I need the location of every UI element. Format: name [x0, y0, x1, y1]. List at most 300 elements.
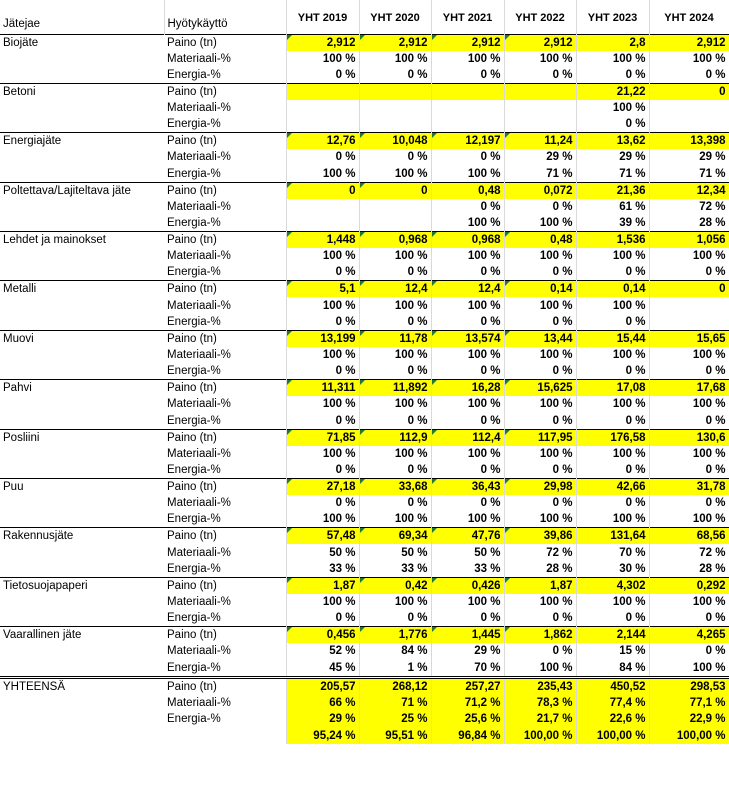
value-cell[interactable]: 70 % — [431, 660, 504, 678]
waste-type-cell[interactable] — [0, 100, 164, 116]
value-cell[interactable]: 100 % — [576, 511, 649, 528]
header-waste-type[interactable]: Jätejae — [0, 0, 164, 34]
value-cell[interactable] — [286, 116, 359, 133]
value-cell[interactable] — [359, 116, 431, 133]
waste-type-cell[interactable] — [0, 314, 164, 331]
value-cell[interactable] — [359, 83, 431, 100]
utilization-label-cell[interactable]: Paino (tn) — [164, 479, 286, 496]
value-cell[interactable]: 4,265 — [649, 627, 729, 644]
value-cell[interactable]: 13,62 — [576, 133, 649, 150]
value-cell[interactable]: 0 % — [359, 462, 431, 479]
utilization-label-cell[interactable] — [164, 727, 286, 743]
header-year[interactable]: YHT 2020 — [359, 0, 431, 34]
value-cell[interactable]: 0 % — [504, 264, 576, 281]
value-cell[interactable]: 0 % — [286, 149, 359, 165]
value-cell[interactable]: 0 — [286, 182, 359, 199]
value-cell[interactable]: 33 % — [286, 561, 359, 578]
value-cell[interactable]: 100 % — [576, 594, 649, 610]
value-cell[interactable]: 100 % — [576, 51, 649, 67]
utilization-label-cell[interactable]: Paino (tn) — [164, 677, 286, 695]
utilization-label-cell[interactable]: Paino (tn) — [164, 330, 286, 347]
value-cell[interactable]: 0 % — [286, 610, 359, 627]
waste-type-cell[interactable] — [0, 561, 164, 578]
value-cell[interactable]: 100 % — [649, 347, 729, 363]
value-cell[interactable]: 0 % — [431, 462, 504, 479]
value-cell[interactable]: 0 % — [504, 610, 576, 627]
value-cell[interactable]: 100 % — [431, 297, 504, 313]
waste-type-cell[interactable] — [0, 462, 164, 479]
value-cell[interactable]: 100 % — [504, 215, 576, 232]
value-cell[interactable]: 71 % — [359, 695, 431, 711]
value-cell[interactable]: 0 % — [649, 67, 729, 84]
value-cell[interactable]: 2,8 — [576, 34, 649, 51]
value-cell[interactable]: 10,048 — [359, 133, 431, 150]
value-cell[interactable]: 100 % — [431, 215, 504, 232]
value-cell[interactable]: 21,7 % — [504, 711, 576, 727]
utilization-label-cell[interactable]: Paino (tn) — [164, 133, 286, 150]
value-cell[interactable]: 2,912 — [286, 34, 359, 51]
value-cell[interactable]: 13,398 — [649, 133, 729, 150]
value-cell[interactable]: 0 % — [649, 462, 729, 479]
utilization-label-cell[interactable]: Energia-% — [164, 67, 286, 84]
value-cell[interactable]: 112,4 — [431, 429, 504, 446]
value-cell[interactable]: 0 — [359, 182, 431, 199]
value-cell[interactable]: 100 % — [359, 594, 431, 610]
utilization-label-cell[interactable]: Energia-% — [164, 462, 286, 479]
value-cell[interactable]: 1,87 — [504, 577, 576, 594]
value-cell[interactable]: 0 % — [504, 67, 576, 84]
utilization-label-cell[interactable]: Energia-% — [164, 660, 286, 678]
value-cell[interactable]: 21,36 — [576, 182, 649, 199]
value-cell[interactable]: 52 % — [286, 643, 359, 659]
value-cell[interactable]: 13,574 — [431, 330, 504, 347]
value-cell[interactable]: 4,302 — [576, 577, 649, 594]
value-cell[interactable]: 100 % — [649, 511, 729, 528]
value-cell[interactable]: 28 % — [649, 215, 729, 232]
utilization-label-cell[interactable]: Energia-% — [164, 314, 286, 331]
value-cell[interactable]: 100 % — [286, 347, 359, 363]
value-cell[interactable]: 13,44 — [504, 330, 576, 347]
value-cell[interactable]: 25 % — [359, 711, 431, 727]
value-cell[interactable]: 1,776 — [359, 627, 431, 644]
value-cell[interactable]: 0 % — [286, 314, 359, 331]
value-cell[interactable]: 0 % — [286, 363, 359, 380]
value-cell[interactable]: 0,968 — [359, 232, 431, 249]
header-year[interactable]: YHT 2023 — [576, 0, 649, 34]
utilization-label-cell[interactable]: Paino (tn) — [164, 380, 286, 397]
value-cell[interactable]: 15,44 — [576, 330, 649, 347]
value-cell[interactable]: 100,00 % — [504, 727, 576, 743]
waste-type-cell[interactable] — [0, 248, 164, 264]
value-cell[interactable]: 100 % — [431, 51, 504, 67]
header-utilization[interactable]: Hyötykäyttö — [164, 0, 286, 34]
value-cell[interactable]: 39 % — [576, 215, 649, 232]
value-cell[interactable]: 0 % — [431, 413, 504, 430]
value-cell[interactable]: 100 % — [504, 446, 576, 462]
value-cell[interactable]: 69,34 — [359, 528, 431, 545]
value-cell[interactable]: 77,4 % — [576, 695, 649, 711]
value-cell[interactable]: 0 % — [359, 264, 431, 281]
value-cell[interactable] — [649, 314, 729, 331]
value-cell[interactable]: 12,4 — [359, 281, 431, 298]
value-cell[interactable]: 117,95 — [504, 429, 576, 446]
value-cell[interactable]: 100 % — [504, 396, 576, 412]
value-cell[interactable]: 100 % — [504, 511, 576, 528]
value-cell[interactable]: 0,426 — [431, 577, 504, 594]
value-cell[interactable]: 33 % — [359, 561, 431, 578]
value-cell[interactable]: 1,056 — [649, 232, 729, 249]
value-cell[interactable]: 235,43 — [504, 677, 576, 695]
value-cell[interactable]: 100,00 % — [649, 727, 729, 743]
header-year[interactable]: YHT 2019 — [286, 0, 359, 34]
value-cell[interactable]: 0 % — [649, 495, 729, 511]
utilization-label-cell[interactable]: Energia-% — [164, 116, 286, 133]
value-cell[interactable]: 100 % — [431, 347, 504, 363]
value-cell[interactable]: 95,51 % — [359, 727, 431, 743]
value-cell[interactable]: 112,9 — [359, 429, 431, 446]
value-cell[interactable]: 0 % — [576, 314, 649, 331]
waste-type-cell[interactable]: Poltettava/Lajiteltava jäte — [0, 182, 164, 199]
waste-type-cell[interactable]: Rakennusjäte — [0, 528, 164, 545]
value-cell[interactable]: 100 % — [359, 248, 431, 264]
value-cell[interactable]: 0 % — [504, 413, 576, 430]
value-cell[interactable]: 0 — [649, 83, 729, 100]
waste-type-cell[interactable] — [0, 594, 164, 610]
value-cell[interactable]: 5,1 — [286, 281, 359, 298]
value-cell[interactable]: 96,84 % — [431, 727, 504, 743]
value-cell[interactable]: 0 % — [286, 495, 359, 511]
waste-type-cell[interactable] — [0, 116, 164, 133]
value-cell[interactable]: 100 % — [431, 511, 504, 528]
value-cell[interactable]: 29 % — [649, 149, 729, 165]
value-cell[interactable]: 100 % — [576, 297, 649, 313]
value-cell[interactable] — [431, 83, 504, 100]
value-cell[interactable]: 100 % — [504, 248, 576, 264]
value-cell[interactable]: 1 % — [359, 660, 431, 678]
value-cell[interactable]: 30 % — [576, 561, 649, 578]
value-cell[interactable]: 100 % — [649, 396, 729, 412]
waste-type-cell[interactable]: Energiajäte — [0, 133, 164, 150]
value-cell[interactable]: 72 % — [649, 199, 729, 215]
value-cell[interactable]: 0 % — [359, 67, 431, 84]
value-cell[interactable]: 57,48 — [286, 528, 359, 545]
value-cell[interactable] — [504, 83, 576, 100]
value-cell[interactable]: 100 % — [649, 51, 729, 67]
utilization-label-cell[interactable]: Materiaali-% — [164, 695, 286, 711]
value-cell[interactable] — [286, 83, 359, 100]
value-cell[interactable]: 0,456 — [286, 627, 359, 644]
value-cell[interactable]: 0 % — [431, 149, 504, 165]
value-cell[interactable]: 71 % — [504, 166, 576, 183]
utilization-label-cell[interactable]: Paino (tn) — [164, 528, 286, 545]
waste-type-cell[interactable] — [0, 264, 164, 281]
waste-type-cell[interactable]: Muovi — [0, 330, 164, 347]
value-cell[interactable]: 0,42 — [359, 577, 431, 594]
value-cell[interactable]: 100 % — [504, 660, 576, 678]
value-cell[interactable]: 84 % — [576, 660, 649, 678]
value-cell[interactable]: 0 % — [576, 462, 649, 479]
value-cell[interactable]: 100 % — [431, 594, 504, 610]
waste-type-cell[interactable] — [0, 347, 164, 363]
value-cell[interactable]: 72 % — [504, 544, 576, 560]
utilization-label-cell[interactable]: Materiaali-% — [164, 594, 286, 610]
value-cell[interactable]: 22,6 % — [576, 711, 649, 727]
value-cell[interactable]: 61 % — [576, 199, 649, 215]
utilization-label-cell[interactable]: Energia-% — [164, 215, 286, 232]
value-cell[interactable] — [649, 297, 729, 313]
waste-type-cell[interactable] — [0, 660, 164, 678]
waste-type-cell[interactable] — [0, 643, 164, 659]
header-year[interactable]: YHT 2024 — [649, 0, 729, 34]
waste-type-cell[interactable] — [0, 711, 164, 727]
value-cell[interactable]: 0 % — [649, 610, 729, 627]
value-cell[interactable]: 28 % — [649, 561, 729, 578]
value-cell[interactable]: 0 % — [649, 643, 729, 659]
utilization-label-cell[interactable]: Materiaali-% — [164, 149, 286, 165]
value-cell[interactable]: 12,197 — [431, 133, 504, 150]
value-cell[interactable]: 0 % — [431, 264, 504, 281]
value-cell[interactable]: 1,445 — [431, 627, 504, 644]
value-cell[interactable]: 0 % — [359, 149, 431, 165]
utilization-label-cell[interactable]: Materiaali-% — [164, 347, 286, 363]
value-cell[interactable]: 100 % — [359, 446, 431, 462]
utilization-label-cell[interactable]: Energia-% — [164, 413, 286, 430]
waste-type-cell[interactable] — [0, 297, 164, 313]
utilization-label-cell[interactable]: Energia-% — [164, 711, 286, 727]
value-cell[interactable]: 0,072 — [504, 182, 576, 199]
value-cell[interactable]: 100 % — [576, 100, 649, 116]
value-cell[interactable]: 100 % — [359, 396, 431, 412]
value-cell[interactable]: 0 % — [431, 495, 504, 511]
value-cell[interactable]: 72 % — [649, 544, 729, 560]
value-cell[interactable]: 0 % — [504, 462, 576, 479]
value-cell[interactable]: 29 % — [431, 643, 504, 659]
value-cell[interactable]: 2,144 — [576, 627, 649, 644]
value-cell[interactable]: 0,968 — [431, 232, 504, 249]
value-cell[interactable] — [359, 199, 431, 215]
utilization-label-cell[interactable]: Materiaali-% — [164, 495, 286, 511]
value-cell[interactable]: 0,292 — [649, 577, 729, 594]
value-cell[interactable]: 100 % — [286, 511, 359, 528]
value-cell[interactable]: 0 % — [431, 314, 504, 331]
value-cell[interactable]: 0 % — [576, 413, 649, 430]
utilization-label-cell[interactable]: Energia-% — [164, 610, 286, 627]
value-cell[interactable]: 1,87 — [286, 577, 359, 594]
value-cell[interactable]: 205,57 — [286, 677, 359, 695]
value-cell[interactable]: 1,448 — [286, 232, 359, 249]
value-cell[interactable]: 100,00 % — [576, 727, 649, 743]
value-cell[interactable]: 13,199 — [286, 330, 359, 347]
utilization-label-cell[interactable]: Paino (tn) — [164, 577, 286, 594]
value-cell[interactable]: 100 % — [649, 248, 729, 264]
utilization-label-cell[interactable]: Energia-% — [164, 561, 286, 578]
value-cell[interactable] — [286, 199, 359, 215]
value-cell[interactable]: 0 % — [576, 495, 649, 511]
value-cell[interactable]: 29 % — [576, 149, 649, 165]
value-cell[interactable]: 0 % — [649, 363, 729, 380]
waste-type-cell[interactable] — [0, 511, 164, 528]
value-cell[interactable]: 100 % — [359, 347, 431, 363]
value-cell[interactable]: 100 % — [286, 446, 359, 462]
header-year[interactable]: YHT 2022 — [504, 0, 576, 34]
value-cell[interactable]: 33,68 — [359, 479, 431, 496]
value-cell[interactable]: 71 % — [576, 166, 649, 183]
utilization-label-cell[interactable]: Paino (tn) — [164, 34, 286, 51]
value-cell[interactable]: 77,1 % — [649, 695, 729, 711]
value-cell[interactable]: 0 % — [576, 264, 649, 281]
value-cell[interactable]: 298,53 — [649, 677, 729, 695]
waste-type-cell[interactable]: YHTEENSÄ — [0, 677, 164, 695]
value-cell[interactable] — [649, 100, 729, 116]
value-cell[interactable]: 0 % — [504, 363, 576, 380]
utilization-label-cell[interactable]: Paino (tn) — [164, 83, 286, 100]
waste-type-cell[interactable] — [0, 695, 164, 711]
value-cell[interactable]: 50 % — [359, 544, 431, 560]
waste-type-cell[interactable] — [0, 544, 164, 560]
value-cell[interactable]: 12,34 — [649, 182, 729, 199]
value-cell[interactable]: 100 % — [359, 297, 431, 313]
value-cell[interactable]: 12,4 — [431, 281, 504, 298]
value-cell[interactable]: 100 % — [504, 51, 576, 67]
value-cell[interactable]: 78,3 % — [504, 695, 576, 711]
value-cell[interactable]: 27,18 — [286, 479, 359, 496]
value-cell[interactable]: 0 % — [431, 199, 504, 215]
value-cell[interactable] — [431, 100, 504, 116]
value-cell[interactable]: 0 % — [359, 314, 431, 331]
utilization-label-cell[interactable]: Materiaali-% — [164, 643, 286, 659]
value-cell[interactable]: 17,68 — [649, 380, 729, 397]
value-cell[interactable]: 0 % — [286, 462, 359, 479]
value-cell[interactable]: 28 % — [504, 561, 576, 578]
value-cell[interactable]: 84 % — [359, 643, 431, 659]
value-cell[interactable]: 68,56 — [649, 528, 729, 545]
value-cell[interactable]: 29,98 — [504, 479, 576, 496]
value-cell[interactable]: 0 % — [576, 610, 649, 627]
utilization-label-cell[interactable]: Materiaali-% — [164, 248, 286, 264]
value-cell[interactable]: 100 % — [286, 248, 359, 264]
waste-type-cell[interactable] — [0, 51, 164, 67]
value-cell[interactable]: 2,912 — [649, 34, 729, 51]
value-cell[interactable]: 130,6 — [649, 429, 729, 446]
value-cell[interactable]: 2,912 — [359, 34, 431, 51]
value-cell[interactable]: 33 % — [431, 561, 504, 578]
value-cell[interactable]: 0 % — [286, 413, 359, 430]
value-cell[interactable]: 71,2 % — [431, 695, 504, 711]
value-cell[interactable]: 95,24 % — [286, 727, 359, 743]
value-cell[interactable]: 71 % — [649, 166, 729, 183]
value-cell[interactable]: 31,78 — [649, 479, 729, 496]
value-cell[interactable]: 100 % — [431, 166, 504, 183]
value-cell[interactable]: 15,65 — [649, 330, 729, 347]
waste-type-cell[interactable] — [0, 215, 164, 232]
utilization-label-cell[interactable]: Energia-% — [164, 264, 286, 281]
value-cell[interactable]: 21,22 — [576, 83, 649, 100]
value-cell[interactable]: 0 % — [359, 363, 431, 380]
value-cell[interactable]: 0 % — [431, 67, 504, 84]
value-cell[interactable]: 268,12 — [359, 677, 431, 695]
value-cell[interactable]: 36,43 — [431, 479, 504, 496]
value-cell[interactable]: 100 % — [504, 347, 576, 363]
value-cell[interactable]: 17,08 — [576, 380, 649, 397]
waste-type-cell[interactable]: Metalli — [0, 281, 164, 298]
utilization-label-cell[interactable]: Materiaali-% — [164, 396, 286, 412]
value-cell[interactable] — [431, 116, 504, 133]
waste-type-cell[interactable] — [0, 363, 164, 380]
value-cell[interactable]: 0 % — [286, 67, 359, 84]
value-cell[interactable]: 100 % — [576, 446, 649, 462]
value-cell[interactable]: 2,912 — [504, 34, 576, 51]
waste-type-cell[interactable] — [0, 149, 164, 165]
value-cell[interactable]: 100 % — [286, 297, 359, 313]
utilization-label-cell[interactable]: Paino (tn) — [164, 232, 286, 249]
waste-type-cell[interactable] — [0, 67, 164, 84]
waste-type-cell[interactable] — [0, 495, 164, 511]
waste-type-cell[interactable]: Posliini — [0, 429, 164, 446]
value-cell[interactable]: 0 % — [576, 67, 649, 84]
value-cell[interactable]: 0 % — [431, 610, 504, 627]
value-cell[interactable]: 100 % — [649, 594, 729, 610]
utilization-label-cell[interactable]: Materiaali-% — [164, 100, 286, 116]
value-cell[interactable]: 45 % — [286, 660, 359, 678]
value-cell[interactable]: 0 % — [359, 610, 431, 627]
value-cell[interactable]: 1,862 — [504, 627, 576, 644]
value-cell[interactable]: 11,311 — [286, 380, 359, 397]
value-cell[interactable]: 25,6 % — [431, 711, 504, 727]
utilization-label-cell[interactable]: Materiaali-% — [164, 199, 286, 215]
value-cell[interactable]: 100 % — [576, 248, 649, 264]
value-cell[interactable]: 257,27 — [431, 677, 504, 695]
value-cell[interactable] — [649, 116, 729, 133]
value-cell[interactable]: 0 % — [359, 413, 431, 430]
value-cell[interactable]: 1,536 — [576, 232, 649, 249]
value-cell[interactable]: 100 % — [359, 511, 431, 528]
value-cell[interactable]: 100 % — [576, 396, 649, 412]
utilization-label-cell[interactable]: Energia-% — [164, 363, 286, 380]
utilization-label-cell[interactable]: Materiaali-% — [164, 51, 286, 67]
value-cell[interactable]: 11,24 — [504, 133, 576, 150]
header-year[interactable]: YHT 2021 — [431, 0, 504, 34]
value-cell[interactable]: 100 % — [431, 396, 504, 412]
value-cell[interactable]: 0 % — [431, 363, 504, 380]
value-cell[interactable] — [286, 100, 359, 116]
waste-type-cell[interactable]: Tietosuojapaperi — [0, 577, 164, 594]
utilization-label-cell[interactable]: Paino (tn) — [164, 182, 286, 199]
value-cell[interactable]: 0 % — [504, 199, 576, 215]
value-cell[interactable]: 70 % — [576, 544, 649, 560]
value-cell[interactable]: 0 % — [576, 363, 649, 380]
value-cell[interactable]: 71,85 — [286, 429, 359, 446]
value-cell[interactable]: 0 % — [359, 495, 431, 511]
value-cell[interactable]: 11,78 — [359, 330, 431, 347]
value-cell[interactable]: 12,76 — [286, 133, 359, 150]
value-cell[interactable]: 0,48 — [504, 232, 576, 249]
value-cell[interactable]: 0,14 — [576, 281, 649, 298]
waste-type-cell[interactable] — [0, 166, 164, 183]
utilization-label-cell[interactable]: Paino (tn) — [164, 429, 286, 446]
value-cell[interactable]: 0,14 — [504, 281, 576, 298]
value-cell[interactable]: 100 % — [504, 297, 576, 313]
waste-type-cell[interactable] — [0, 199, 164, 215]
utilization-label-cell[interactable]: Materiaali-% — [164, 446, 286, 462]
value-cell[interactable]: 15 % — [576, 643, 649, 659]
value-cell[interactable]: 0,48 — [431, 182, 504, 199]
waste-type-cell[interactable]: Biojäte — [0, 34, 164, 51]
value-cell[interactable]: 0 — [649, 281, 729, 298]
value-cell[interactable]: 131,64 — [576, 528, 649, 545]
waste-type-cell[interactable] — [0, 446, 164, 462]
value-cell[interactable]: 0 % — [504, 495, 576, 511]
value-cell[interactable]: 0 % — [649, 264, 729, 281]
